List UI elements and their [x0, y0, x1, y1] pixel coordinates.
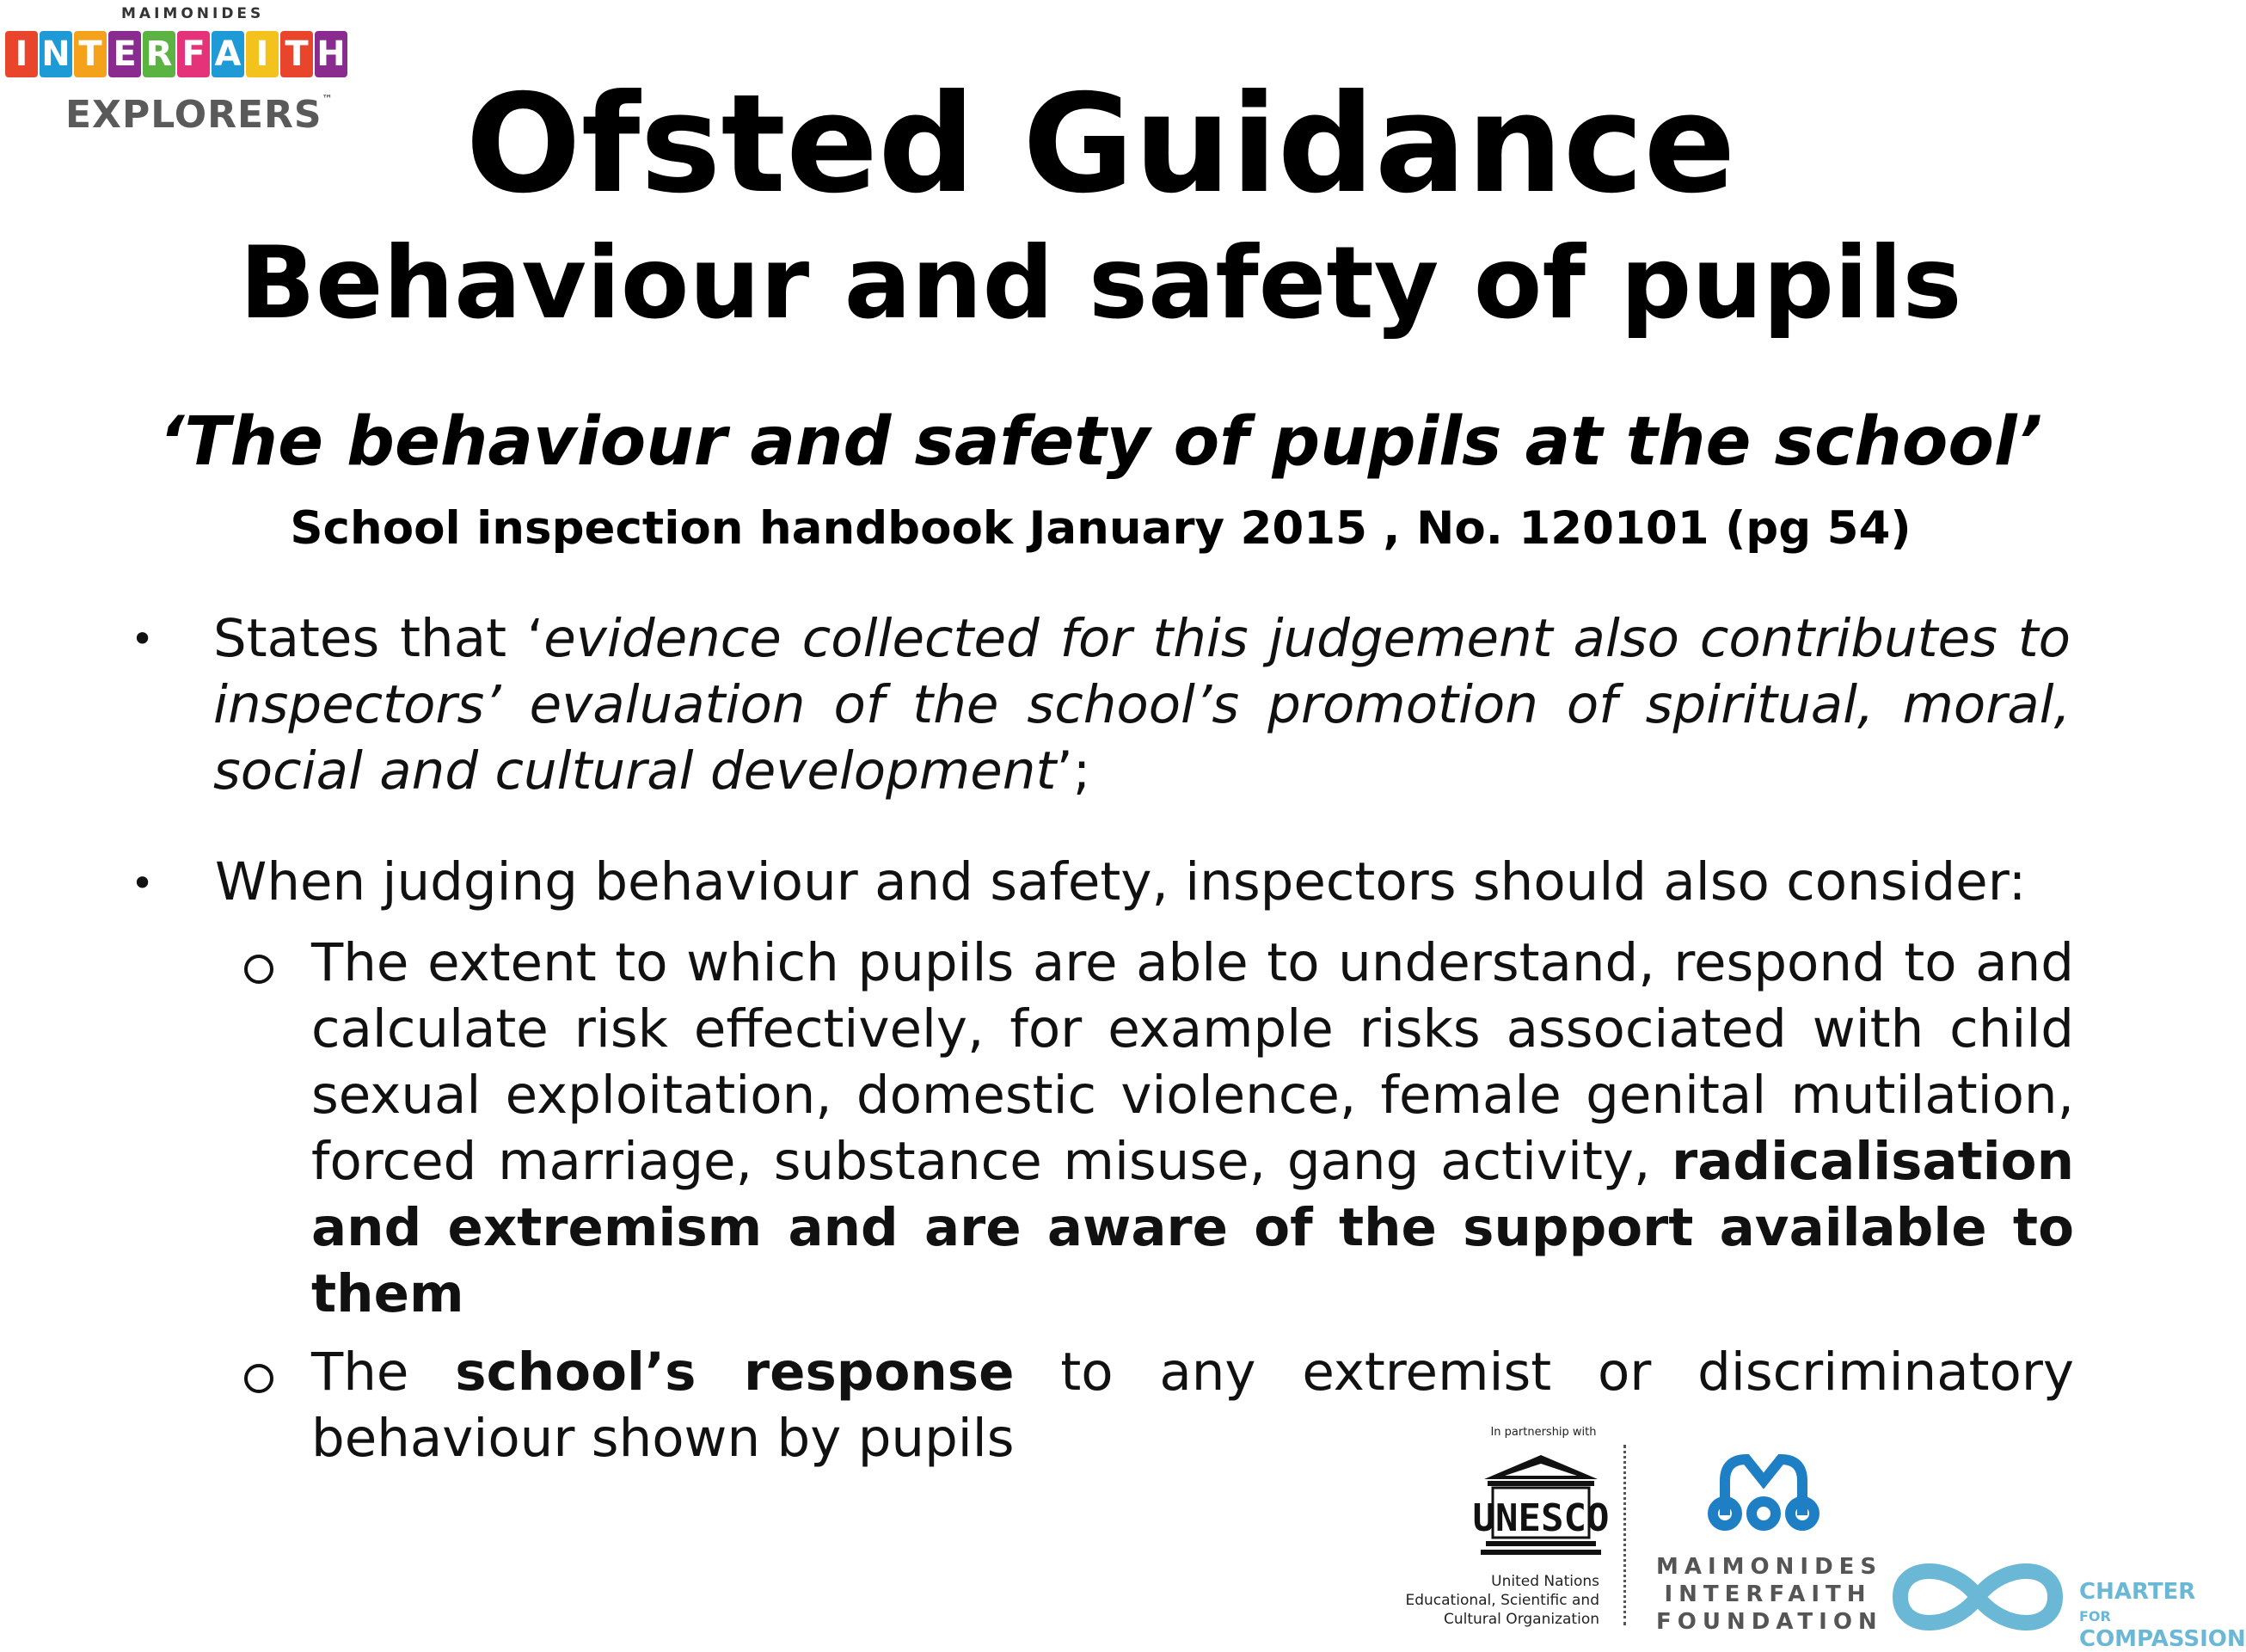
- bullet-dot-1: •: [131, 616, 155, 662]
- unesco-line-1: United Nations: [1491, 1573, 1599, 1590]
- logo-tm: ™: [322, 93, 334, 105]
- maimonides-foundation-name: [1656, 1553, 1883, 1636]
- quote-heading: ‘The behaviour and safety of pupils at the school’: [158, 403, 2043, 481]
- charter-infinity-icon: [1892, 1558, 2064, 1636]
- bullet-1-suffix: ’;: [1056, 740, 1091, 801]
- unesco-name: [1341, 1572, 1599, 1629]
- logo-letter-4: R: [143, 31, 175, 77]
- partner-divider: [1623, 1445, 1626, 1625]
- logo-letter-5: F: [177, 31, 210, 77]
- sub-bullet-circle-2: [244, 1364, 273, 1393]
- maimonides-foundation-icon: [1699, 1438, 1828, 1532]
- charter-for-compassion-name: [2079, 1579, 2246, 1652]
- unesco-line-3: Cultural Organization: [1443, 1611, 1599, 1628]
- mif-line-3: FOUNDATION: [1656, 1609, 1883, 1635]
- sub-bullet-2-bold: school’s response: [455, 1342, 1015, 1403]
- logo-letter-6: A: [212, 31, 244, 77]
- logo-letter-8: T: [280, 31, 313, 77]
- charter-line-3: COMPASSION: [2079, 1626, 2246, 1652]
- logo-letter-1: N: [40, 31, 72, 77]
- unesco-line-2: Educational, Scientific and: [1405, 1592, 1599, 1609]
- page-title: Ofsted Guidance: [465, 65, 1736, 224]
- unesco-logo-text: UNESCO: [1472, 1496, 1610, 1540]
- bullet-2-text: When judging behaviour and safety, inspectors should also consider:: [215, 851, 2027, 912]
- mif-line-1: MAIMONIDES: [1656, 1554, 1883, 1580]
- bullet-1-prefix: States that ‘: [213, 608, 544, 669]
- logo-letter-0: I: [5, 31, 38, 77]
- charter-line-1: CHARTER: [2079, 1579, 2196, 1605]
- sub-bullet-1-bold: radicalisation and extremism and are aware of the support available to them: [311, 1131, 2074, 1324]
- sub-bullet-circle-1: [244, 955, 273, 984]
- logo-letter-7: I: [246, 31, 279, 77]
- logo-letter-3: E: [108, 31, 141, 77]
- sub-bullet-1-normal: The extent to which pupils are able to understand, respond to and calculate risk effectively, for example risks associated with child sexual exploitation, domestic violence, female genital mutilation, forced marriage, substance misuse, gang activity,: [311, 932, 2074, 1192]
- unesco-temple-icon: [1472, 1453, 1610, 1557]
- bullet-dot-2: •: [131, 860, 155, 906]
- sub-bullet-2-prefix: The: [311, 1342, 456, 1403]
- page-subtitle: Behaviour and safety of pupils: [239, 225, 1962, 341]
- logo-letter-2: T: [74, 31, 107, 77]
- charter-line-2: FOR: [2079, 1608, 2111, 1624]
- partnership-label: In partnership with: [1490, 1426, 1597, 1439]
- sub-bullet-2-suffix: to any extremist or discriminatory behaviour shown by pupils: [311, 1342, 2075, 1469]
- bullet-1-text: [213, 605, 2071, 804]
- bullet-1-italic: evidence collected for this judgement also contributes to inspectors’ evaluation of the school’s promotion of spiritual, moral, social and cultural development: [213, 608, 2071, 801]
- logo-top-text: MAIMONIDES: [121, 5, 265, 22]
- mif-line-2: INTERFAITH: [1664, 1581, 1872, 1607]
- logo-letter-9: H: [315, 31, 347, 77]
- handbook-reference: School inspection handbook January 2015 , No. 120101 (pg 54): [290, 502, 1912, 555]
- logo-explorers: EXPLORERS: [65, 93, 322, 137]
- sub-bullet-1-text: [311, 930, 2074, 1327]
